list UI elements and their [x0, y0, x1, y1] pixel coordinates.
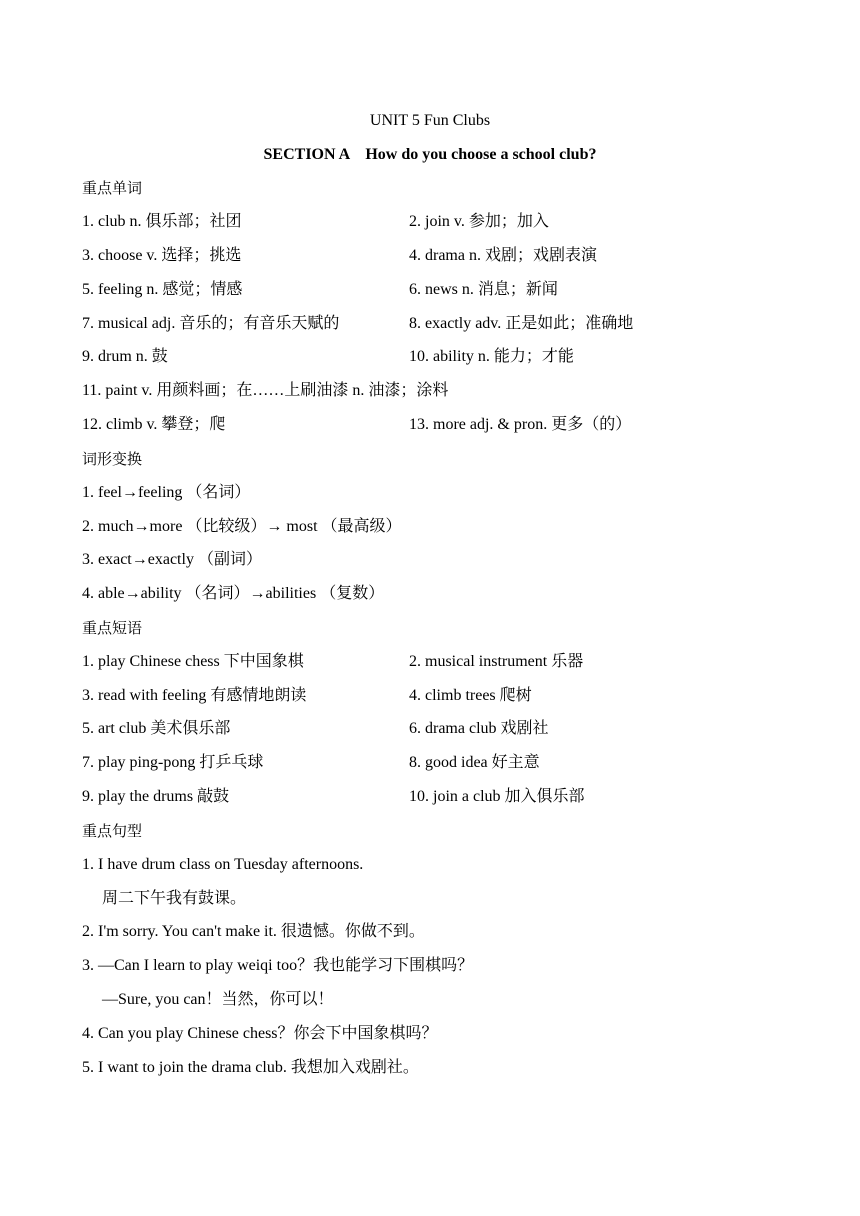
phrase-item: 4. climb trees 爬树	[409, 687, 532, 704]
phrase-item: 8. good idea 好主意	[409, 754, 540, 771]
form-item: 3. exact→exactly （副词）	[82, 551, 262, 568]
phrase-row	[82, 746, 800, 780]
vocab-item: 4. drama n. 戏剧；戏剧表演	[409, 247, 597, 264]
vocab-item: 12. climb v. 攀登；爬	[82, 416, 226, 433]
sentences-heading: 重点句型	[82, 822, 143, 840]
phrase-row	[82, 645, 800, 679]
vocab-row	[82, 239, 800, 273]
phrase-item: 9. play the drums 敲鼓	[82, 788, 230, 805]
phrase-row	[82, 679, 800, 713]
phrase-item: 6. drama club 戏剧社	[409, 720, 549, 737]
vocab-row	[82, 340, 800, 374]
form-item: 1. feel→feeling （名词）	[82, 484, 251, 501]
phrases-heading: 重点短语	[82, 619, 143, 637]
page-title: UNIT 5 Fun Clubs	[369, 112, 491, 129]
vocab-row	[82, 205, 800, 239]
phrase-row	[82, 780, 800, 814]
sentence-item: 3. —Can I learn to play weiqi too？我也能学习下围棋吗？	[82, 957, 474, 974]
sentence-item: 2. I'm sorry. You can't make it. 很遗憾。你做不到。	[82, 923, 425, 940]
vocab-row	[82, 273, 800, 307]
form-item: 4. able→ability （名词）→abilities （复数）	[82, 585, 385, 602]
vocab-item: 11. paint v. 用颜料画；在……上刷油漆 n. 油漆；涂料	[82, 382, 449, 399]
vocab-row	[82, 408, 800, 442]
sentence-item: 5. I want to join the drama club. 我想加入戏剧社。	[82, 1059, 419, 1076]
phrase-item: 10. join a club 加入俱乐部	[409, 788, 585, 805]
forms-heading: 词形变换	[82, 450, 143, 468]
vocab-row	[82, 374, 800, 408]
vocab-item: 2. join v. 参加；加入	[409, 213, 549, 230]
vocab-heading: 重点单词	[82, 179, 143, 197]
sentence-translation: 周二下午我有鼓课。	[102, 890, 247, 907]
sentence-reply: —Sure, you can！当然，你可以！	[102, 991, 334, 1008]
phrase-item: 5. art club 美术俱乐部	[82, 720, 231, 737]
phrase-item: 2. musical instrument 乐器	[409, 653, 584, 670]
vocab-item: 13. more adj. & pron. 更多（的）	[409, 416, 632, 433]
section-subtitle: SECTION A How do you choose a school club?	[263, 146, 597, 163]
vocab-item: 3. choose v. 选择；挑选	[82, 247, 242, 264]
vocab-item: 10. ability n. 能力；才能	[409, 348, 574, 365]
vocab-item: 5. feeling n. 感觉；情感	[82, 281, 243, 298]
vocab-row	[82, 307, 800, 341]
phrase-item: 1. play Chinese chess 下中国象棋	[82, 653, 304, 670]
vocab-item: 7. musical adj. 音乐的；有音乐天赋的	[82, 315, 340, 332]
phrase-row	[82, 712, 800, 746]
vocab-item: 1. club n. 俱乐部；社团	[82, 213, 242, 230]
sentence-item: 1. I have drum class on Tuesday afternoons.	[82, 856, 364, 873]
vocab-item: 9. drum n. 鼓	[82, 348, 168, 365]
phrase-item: 3. read with feeling 有感情地朗读	[82, 687, 307, 704]
form-item: 2. much→more （比较级）→ most （最高级）	[82, 518, 402, 535]
sentence-item: 4. Can you play Chinese chess？你会下中国象棋吗？	[82, 1025, 438, 1042]
vocab-item: 8. exactly adv. 正是如此；准确地	[409, 315, 634, 332]
vocab-item: 6. news n. 消息；新闻	[409, 281, 558, 298]
phrase-item: 7. play ping-pong 打乒乓球	[82, 754, 264, 771]
